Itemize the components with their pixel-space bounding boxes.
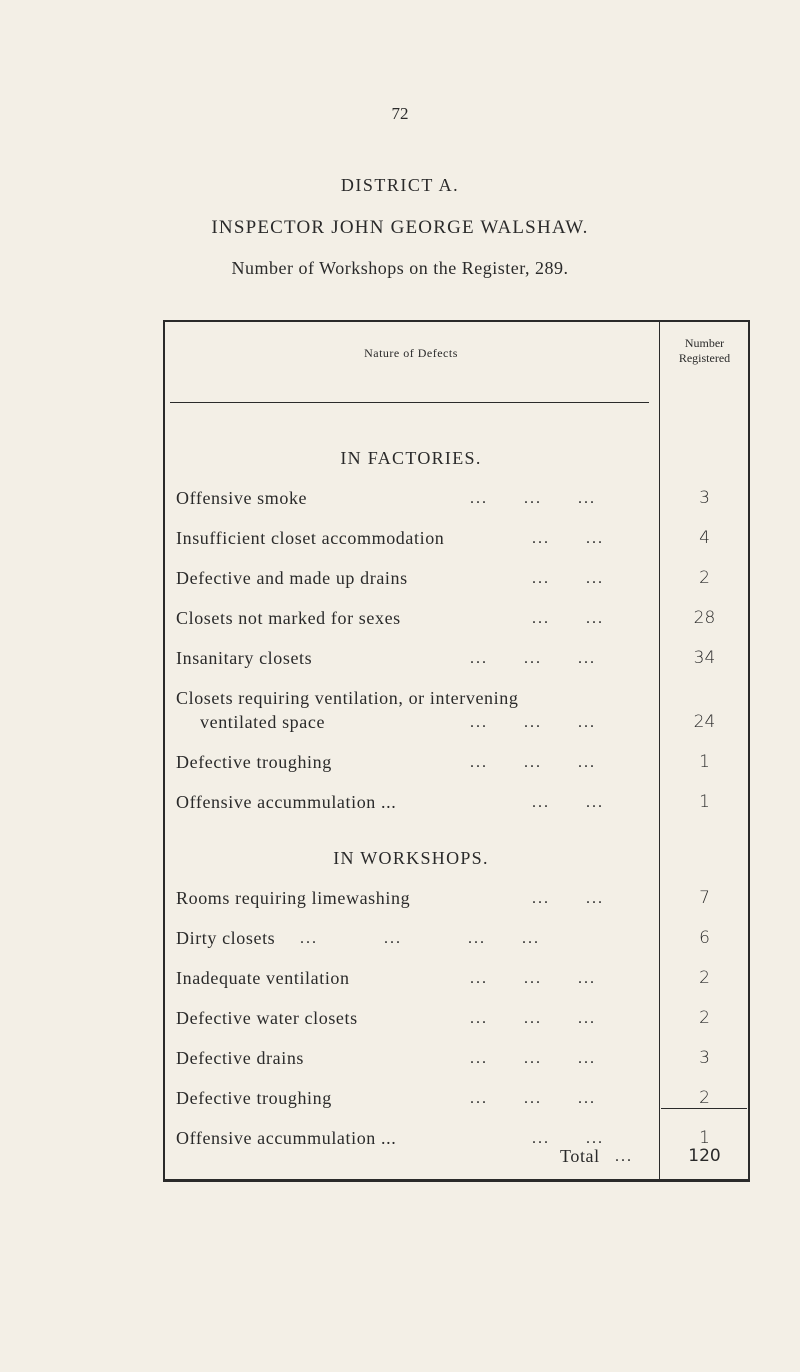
row-label: Closets requiring ventilation, or intervening (176, 688, 519, 708)
row-value: 4 (699, 528, 710, 548)
row-label: Defective drains (176, 1048, 305, 1068)
row-label: Defective troughing (176, 752, 332, 772)
dot-leader: ... (524, 650, 542, 667)
total-dots: ... (615, 1148, 633, 1165)
dot-leader: ... (524, 754, 542, 771)
row-value: 2 (699, 568, 710, 588)
dot-leader: ... (470, 650, 488, 667)
row-value: 6 (699, 928, 710, 948)
dot-leader: ... (532, 610, 550, 627)
dot-leader: ... (578, 1090, 596, 1107)
row-dots (470, 490, 650, 508)
header-number-registered (660, 336, 749, 366)
dot-leader: ... (524, 714, 542, 731)
header-nature-of-defects: Nature of Defects (364, 346, 458, 360)
row-value: 7 (699, 888, 710, 908)
dot-leader: ... (578, 490, 596, 507)
section-in-workshops: IN WORKSHOPS. (333, 848, 489, 868)
row-label: Insanitary closets (176, 648, 313, 668)
dot-leader: ... (524, 1090, 542, 1107)
dot-leader: ... (470, 490, 488, 507)
row-value: 3 (699, 488, 710, 508)
row-label: Rooms requiring limewashing (176, 888, 411, 908)
header-number-line2: Registered (678, 351, 731, 365)
dot-leader: ... (532, 570, 550, 587)
row-label: Offensive smoke (176, 488, 308, 508)
dot-leader: ... (578, 1050, 596, 1067)
dot-leader: ... (578, 970, 596, 987)
dot-leader: ... (532, 890, 550, 907)
dot-leader: ... (470, 970, 488, 987)
row-dots (470, 970, 650, 988)
dot-leader: ... (578, 754, 596, 771)
dot-leader: ... (578, 650, 596, 667)
row-value: 1 (699, 752, 710, 772)
dot-leader: ... (470, 1090, 488, 1107)
row-label: Defective water closets (176, 1008, 358, 1028)
dot-leader: ... (586, 570, 604, 587)
dot-leader: ... (524, 1010, 542, 1027)
dot-leader: ... (578, 1010, 596, 1027)
dot-leader: ... (524, 1050, 542, 1067)
dot-leader: ... (468, 930, 486, 947)
dot-leader: ... (524, 970, 542, 987)
row-value: 1 (699, 792, 710, 812)
dot-leader: ... (586, 1130, 604, 1147)
row-label: Closets not marked for sexes (176, 608, 401, 628)
row-dots (470, 714, 650, 732)
header-number-line1: Number (684, 336, 725, 350)
dot-leader: ... (300, 930, 318, 947)
dot-leader: ... (532, 1130, 550, 1147)
dot-leader: ... (470, 1010, 488, 1027)
dot-leader: ... (586, 530, 604, 547)
section-in-factories: IN FACTORIES. (340, 448, 482, 468)
row-label-continued: ventilated space (200, 712, 326, 732)
dot-leader: ... (586, 610, 604, 627)
row-label: Insufficient closet accommodation (176, 528, 445, 548)
row-label: Defective and made up drains (176, 568, 408, 588)
row-dots (470, 754, 650, 772)
row-value: 2 (699, 1088, 710, 1108)
workshops-register-line: Number of Workshops on the Register, 289. (231, 258, 569, 278)
row-value: 2 (699, 1008, 710, 1028)
dot-leader: ... (532, 794, 550, 811)
dot-leader: ... (524, 490, 542, 507)
dot-leader: ... (586, 794, 604, 811)
total-value: 120 (688, 1146, 721, 1166)
total-label: Total (560, 1146, 600, 1166)
total-rule (661, 1108, 747, 1109)
row-value: 24 (693, 712, 716, 732)
row-value: 2 (699, 968, 710, 988)
row-dots (470, 650, 650, 668)
dot-leader: ... (384, 930, 402, 947)
row-label: Defective troughing (176, 1088, 332, 1108)
row-dots (300, 930, 650, 948)
district-heading: DISTRICT A. (340, 175, 460, 195)
row-label: Dirty closets (176, 928, 276, 948)
row-dots (470, 1090, 650, 1108)
row-dots (470, 1050, 650, 1068)
dot-leader: ... (470, 714, 488, 731)
page-number: 72 (391, 104, 409, 123)
row-value: 34 (693, 648, 716, 668)
dot-leader: ... (470, 754, 488, 771)
dot-leader: ... (522, 930, 540, 947)
row-dots (470, 1010, 650, 1028)
header-rule (170, 402, 649, 403)
inspector-heading: INSPECTOR JOHN GEORGE WALSHAW. (211, 217, 589, 238)
row-label: Offensive accummulation ... (176, 792, 397, 812)
dot-leader: ... (586, 890, 604, 907)
row-label: Offensive accummulation ... (176, 1128, 397, 1148)
row-label: Inadequate ventilation (176, 968, 350, 988)
dot-leader: ... (532, 530, 550, 547)
dot-leader: ... (470, 1050, 488, 1067)
dot-leader: ... (578, 714, 596, 731)
row-value: 28 (693, 608, 716, 628)
row-value: 3 (699, 1048, 710, 1068)
row-value: 1 (699, 1128, 710, 1148)
